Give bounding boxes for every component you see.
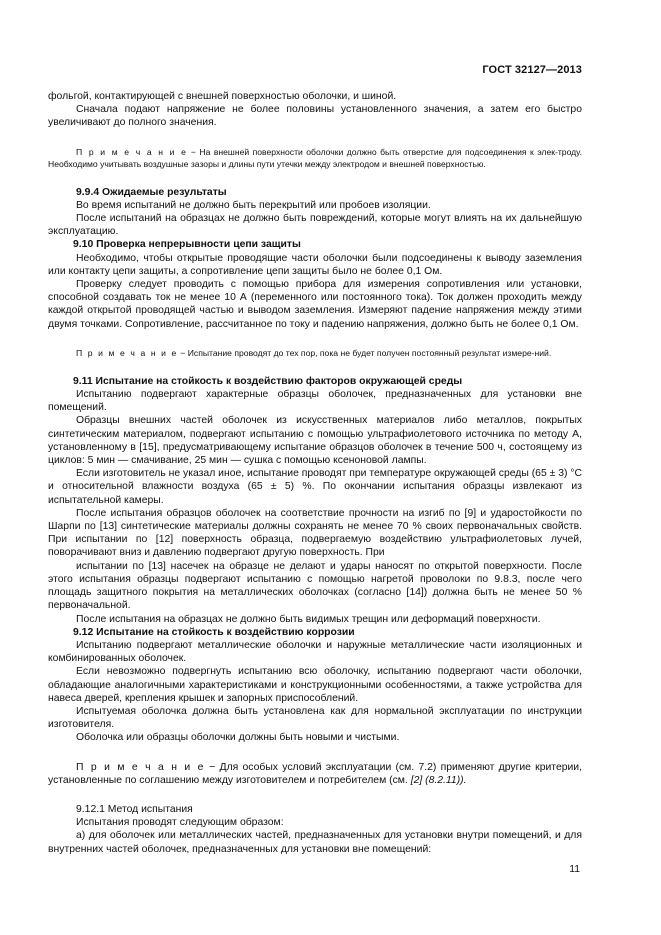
note [48, 761, 582, 787]
paragraph: Необходимо, чтобы открытые проводящие части оболочки были подсоединены к выводу заземления или контакту цепи защиты, а сопротивление цепи защиты было не более 0,1 Ом. [48, 252, 582, 277]
paragraph: Сначала подают напряжение не более половины установленного значения, а затем его быстро увеличивают до полного значения. [48, 104, 582, 129]
note-reference: [2] (8.2.11)). [410, 774, 467, 786]
paragraph: Испытуемая оболочка должна быть установлена как для нормальной эксплуатации по инструкции изготовителя. [48, 705, 582, 731]
note-text: − На внешней поверхности оболочки должно быть отверстие для подсоединения к элек-троду. Необходимо учитывать воздушные зазоры и длины пути утечки между электродом и внешней поверхностью. [48, 146, 582, 169]
paragraph: испытании по [13] насечек на образце не делают и удары наносят по открытой поверхности. После этого испытания образцы подвергают испытанию с помощью нагретой проволоки по 9.8.3, после чего площадь защитного покрытия на металлических оболочках (согласно [14]) должна быть не менее 50 % первоначальной. [48, 560, 582, 612]
paragraph: После испытания образцов оболочек на соответствие прочности на изгиб по [9] и ударостойкости по Шарпи по [13] синтетические материалы должны сохранять не менее 70 % своих первоначальных свойств. При испытании по [12] поверхность образца, подвергаемую воздействию ультрафиолетовых лучей, поворачивают вниз и давлению подвергают другую поверхность. При [48, 507, 582, 559]
paragraph: После испытаний на образцах не должно быть повреждений, которые могут влиять на их дальнейшую эксплуатацию. [48, 213, 582, 238]
paragraph: Испытанию подвергают металлические оболочки и наружные металлические части изоляционных и комбинированных оболочек. [48, 639, 582, 665]
paragraph: Во время испытаний не должно быть перекрытий или пробоев изоляции. [76, 199, 431, 211]
section-heading: 9.9.4 Ожидаемые результаты [76, 186, 227, 198]
page-number: 11 [569, 864, 580, 875]
section-heading: 9.12 Испытание на стойкость к воздействию коррозии [73, 626, 355, 638]
paragraph: Если невозможно подвергнуть испытанию всю оболочку, испытанию подвергают части оболочки, обладающие аналогичными характеристиками и конструкционными особенностями, а также устройства для навеса дверей, крепления крышек и запорных приспособлений. [48, 666, 582, 704]
paragraph: После испытания на образцах не должно быть видимых трещин или деформаций поверхности. [76, 613, 541, 625]
paragraph: Если изготовитель не указал иное, испытание проводят при температуре окружающей среды (65 ± 3) °С и относительной влажности воздуха (65 ± 5) %. По окончании испытания образцы извлекают из испытательной камеры. [48, 468, 582, 506]
paragraph: Образцы внешних частей оболочек из искусственных материалов либо металлов, покрытых синтетическим материалом, подвергают испытанию с помощью ультрафиолетового источника по методу А, установленному в [15], предусматривающему испытание образцов оболочек в течение 500 ч, состоящему из циклов: 5 мин — смачивание, 25 мин — сушка с помощью ксеноновой лампы. [48, 415, 582, 467]
paragraph: Проверку следует проводить с помощью прибора для измерения сопротивления или установки, способной создавать ток не менее 10 А (переменного или постоянного тока). Ток должен проходить между каждой открытой проводящей частью и выводом заземления. Измеряют падение напряжения между этими двумя точками. Сопротивление, рассчитанное по току и падению напряжения, должно быть не более 0,1 Ом. [48, 279, 582, 330]
subsection-heading: 9.12.1 Метод испытания [76, 803, 193, 815]
section-heading: 9.10 Проверка непрерывности цепи защиты [73, 239, 301, 251]
note-label: П р и м е ч а н и е [76, 761, 206, 773]
note-text: − Для особых условий эксплуатации (см. 7.2) применяют другие критерии, установленные по соглашению между изготовителем и потребителем (см. [48, 761, 582, 786]
note-text: − Испытание проводят до тех пор, пока не будет получен постоянный результат измере-ний. [177, 347, 552, 358]
paragraph: Испытанию подвергают характерные образцы оболочек, предназначенных для установки вне помещений. [48, 389, 582, 414]
paragraph: Испытания проводят следующим образом: [76, 817, 284, 829]
note [48, 347, 582, 359]
note-label: П р и м е ч а н и е [76, 347, 178, 358]
note [48, 146, 582, 170]
document-header: ГОСТ 32127—2013 [482, 64, 582, 76]
section-heading: 9.11 Испытание на стойкость к воздействию факторов окружающей среды [73, 375, 463, 387]
document-body [48, 90, 582, 856]
paragraph: а) для оболочек или металлических частей, предназначенных для установки внутри помещений, и для внутренних частей оболочек, предназначенных для установки вне помещений: [48, 830, 582, 855]
paragraph: Оболочка или образцы оболочки должны быть новыми и чистыми. [76, 732, 400, 744]
note-label: П р и м е ч а н и е [76, 146, 188, 157]
paragraph: фольгой, контактирующей с внешней поверхностью оболочки, и шиной. [48, 91, 397, 102]
